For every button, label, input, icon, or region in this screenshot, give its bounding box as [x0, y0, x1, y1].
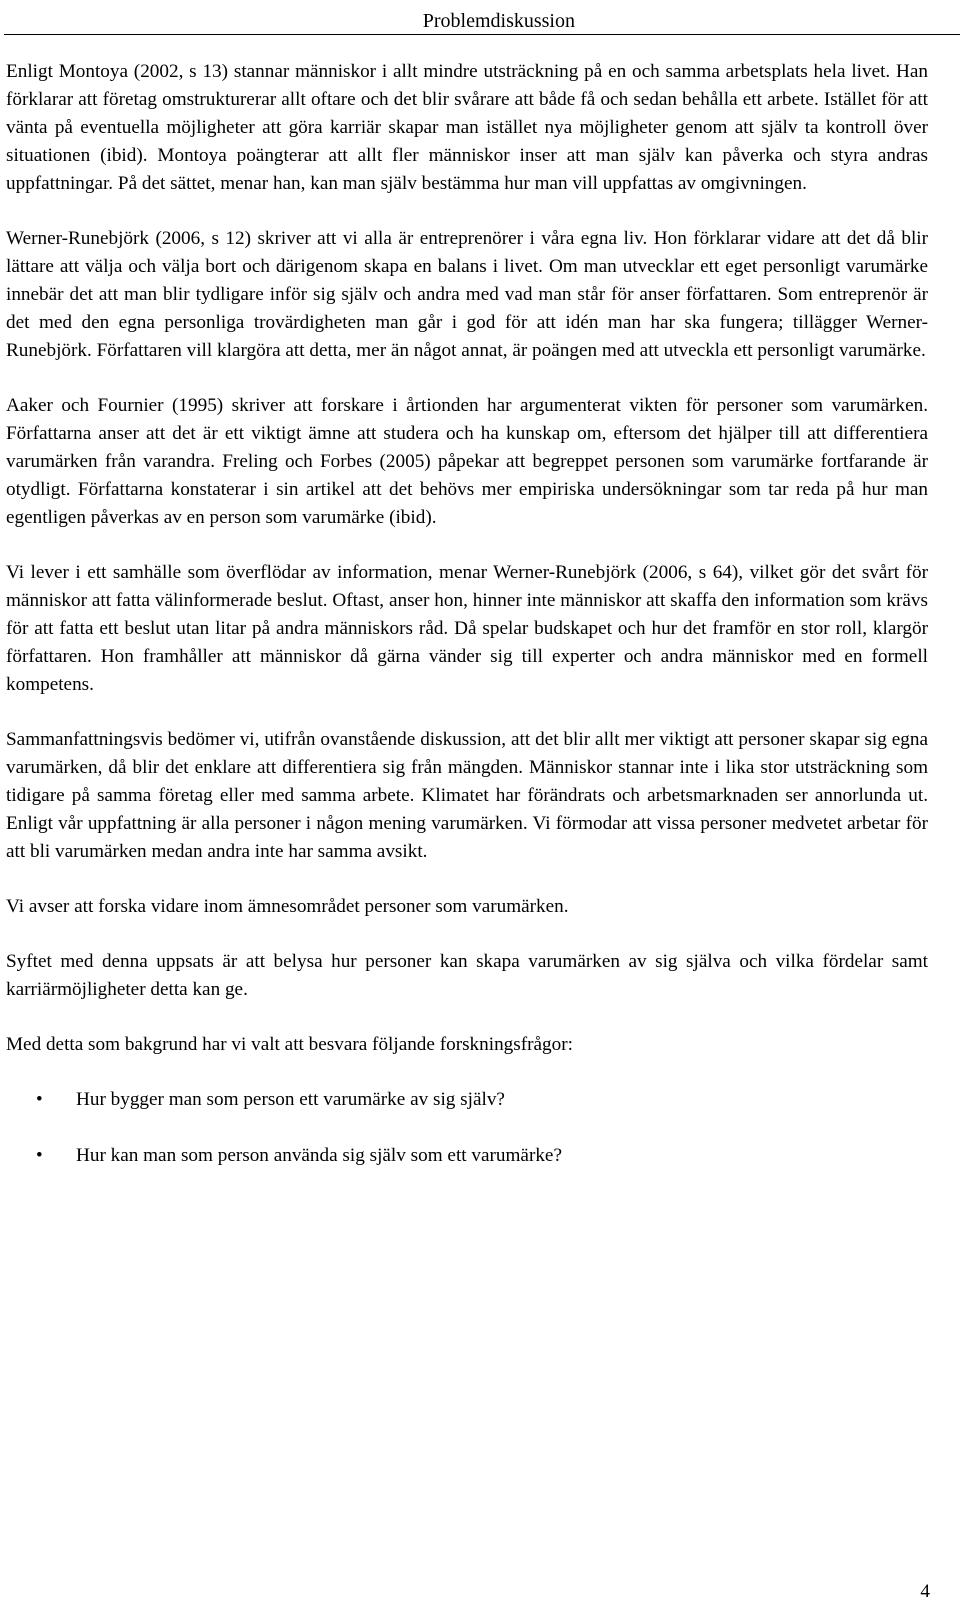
page-header — [0, 0, 960, 34]
list-item — [6, 1086, 928, 1114]
research-question-2: Hur kan man som person använda sig själv som ett varumärke? — [76, 1145, 562, 1166]
paragraph-purpose: Syftet med denna uppsats är att belysa hur personer kan skapa varumärken av sig själva och vilka fördelar samt karriärmöjligheter detta kan ge. — [6, 951, 928, 1000]
research-questions-list — [6, 1086, 928, 1170]
bullet-icon: • — [36, 1145, 43, 1166]
paragraph-research-intent: Vi avser att forska vidare inom ämnesområdet personer som varumärken. — [6, 896, 569, 917]
list-item — [6, 1142, 928, 1170]
paragraph-werner-runebjork: Werner-Runebjörk (2006, s 12) skriver att vi alla är entreprenörer i våra egna liv. Hon förklarar vidare att det då blir lättare att välja och välja bort och därigenom skapa en balans i livet. Om man utvecklar ett eget personligt varumärke innebär det att man blir tydligare inför sig själv och andra med vad man står för anser författaren. Som entreprenör är det med den egna personliga trovärdigheten man går i god för att idén man har ska fungera; tillägger Werner-Runebjörk. Författaren vill klargöra att detta, mer än något annat, är poängen med att utveckla ett personligt varumärke. — [6, 228, 928, 361]
paragraph-information-society: Vi lever i ett samhälle som överflödar av information, menar Werner-Runebjörk (2006, s 64), vilket gör det svårt för människor att fatta välinformerade beslut. Oftast, anser hon, hinner inte människor att skaffa den information som krävs för att fatta ett beslut utan litar på andra människors råd. Då spelar budskapet och hur det framför en stor roll, klargör författaren. Hon framhåller att människor då gärna vänder sig till experter och andra människor med en formell kompetens. — [6, 562, 928, 695]
paragraph-questions-intro: Med detta som bakgrund har vi valt att besvara följande forskningsfrågor: — [6, 1034, 573, 1055]
research-question-1: Hur bygger man som person ett varumärke av sig själv? — [76, 1089, 505, 1110]
header-divider — [4, 34, 960, 35]
page-number: 4 — [920, 1581, 930, 1602]
section-title: Problemdiskussion — [422, 10, 575, 32]
paragraph-summary: Sammanfattningsvis bedömer vi, utifrån ovanstående diskussion, att det blir allt mer viktigt att personer skapar sig egna varumärken, då blir det enklare att differentiera sig från mängden. Människor stannar inte i lika stor utsträckning som tidigare på samma företag eller med samma arbete. Klimatet har förändrats och arbetsmarknaden ser annorlunda ut. Enligt vår uppfattning är alla personer i någon mening varumärken. Vi förmodar att vissa personer medvetet arbetar för att bli varumärken medan andra inte har samma avsikt. — [6, 729, 928, 862]
paragraph-montoya: Enligt Montoya (2002, s 13) stannar människor i allt mindre utsträckning på en och samma arbetsplats hela livet. Han förklarar att företag omstrukturerar allt oftare och det blir svårare att både få och sedan behålla ett arbete. Istället för att vänta på eventuella möjligheter att göra karriär skapar man istället nya möjligheter genom att själv ta kontroll över situationen (ibid). Montoya poängterar att allt fler människor inser att man själv kan påverka och styra andras uppfattningar. På det sättet, menar han, kan man själv bestämma hur man vill uppfattas av omgivningen. — [6, 61, 928, 194]
paragraph-aaker-fournier: Aaker och Fournier (1995) skriver att forskare i årtionden har argumenterat vikten för personer som varumärken. Författarna anser att det är ett viktigt ämne att studera och ha kunskap om, eftersom det hjälper till att differentiera varumärken från varandra. Freling och Forbes (2005) påpekar att begreppet personen som varumärke fortfarande är otydligt. Författarna konstaterar i sin artikel att det behövs mer empiriska undersökningar som tar reda på hur man egentligen påverkas av en person som varumärke (ibid). — [6, 395, 928, 528]
document-body — [6, 58, 928, 1198]
bullet-icon: • — [36, 1089, 43, 1110]
